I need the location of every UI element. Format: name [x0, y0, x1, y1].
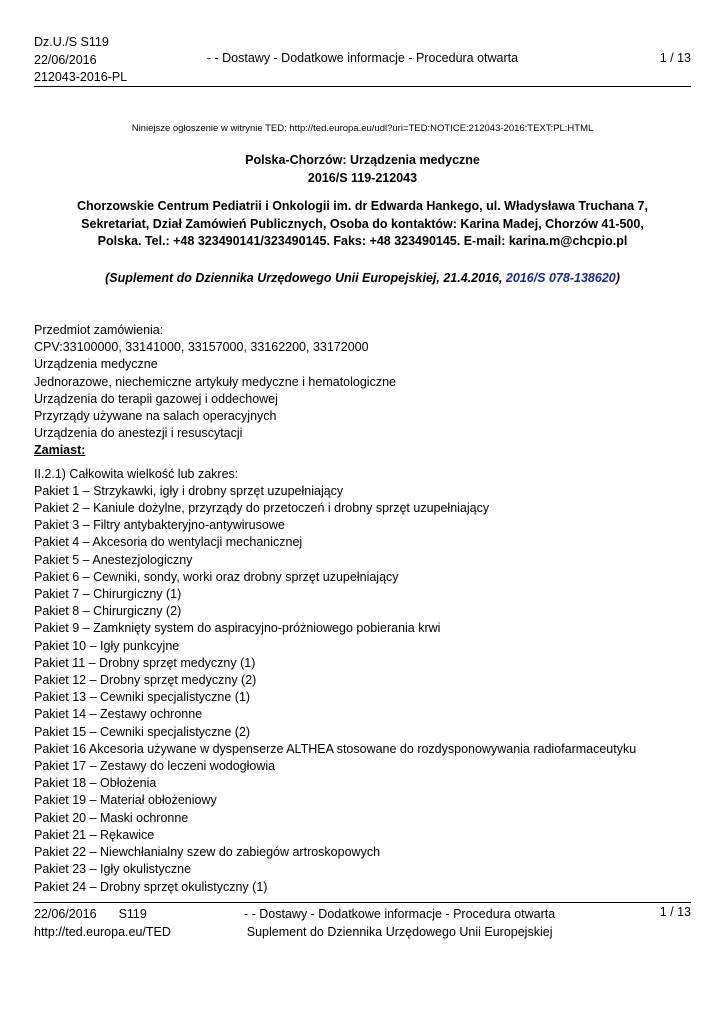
package-item: Pakiet 22 – Niewchłanialny szew do zabiegów artroskopowych [34, 845, 381, 860]
doc-ref: Dz.U./S S119 [34, 35, 109, 49]
supplement-link[interactable]: 2016/S 078-138620 [505, 271, 616, 285]
package-item: Pakiet 15 – Cewniki specjalistyczne (2) [34, 724, 251, 739]
footer-date: 22/06/2016 [34, 907, 97, 921]
package-item: Pakiet 12 – Drobny sprzęt medyczny (2) [34, 673, 257, 688]
notice-id: 212043-2016-PL [34, 70, 128, 84]
package-item: Pakiet 20 – Maski ochronne [34, 810, 189, 825]
title-line-2: 2016/S 119-212043 [307, 171, 418, 185]
package-item: Pakiet 1 – Strzykawki, igły i drobny sprzęt uzupełniający [34, 483, 344, 498]
footer-issue: S119 [118, 907, 147, 921]
subject-item: Przyrządy używane na salach operacyjnych [34, 409, 277, 424]
header-date: 22/06/2016 [34, 52, 97, 67]
cpv-codes: CPV:33100000, 33141000, 33157000, 33162200, 33172000 [34, 340, 369, 355]
footer-divider [34, 902, 691, 903]
header-title: - - Dostawy - Dodatkowe informacje - Procedura otwarta [206, 51, 519, 65]
document-title [0, 151, 725, 187]
section-label: II.2.1) Całkowita wielkość lub zakres: [34, 466, 239, 481]
ted-notice-line: Niniejsze ogłoszenie w witrynie TED: http://ted.europa.eu/udl?uri=TED:NOTICE:212043-2016:TEXT:PL:HTML [131, 123, 594, 134]
package-item: Pakiet 5 – Anestezjologiczny [34, 552, 193, 567]
subject-item: Urządzenia do anestezji i resuscytacji [34, 426, 243, 441]
package-item: Pakiet 16 Akcesoria używane w dyspenserze ALTHEA stosowane do rozdysponowywania radiofarmaceutyku [34, 741, 637, 756]
footer-supplement: Suplement do Dziennika Urzędowego Unii Europejskiej [246, 925, 553, 939]
subject-label: Przedmiot zamówienia: [34, 323, 164, 337]
footer-meta [34, 905, 171, 941]
package-item: Pakiet 6 – Cewniki, sondy, worki oraz drobny sprzęt uzupełniający [34, 569, 399, 584]
footer-page-number: 1 / 13 [659, 905, 691, 919]
header-divider [34, 86, 691, 87]
package-item: Pakiet 13 – Cewniki specjalistyczne (1) [34, 690, 251, 705]
subject-item: Urządzenia do terapii gazowej i oddechowej [34, 391, 278, 406]
package-item: Pakiet 19 – Materiał obłożeniowy [34, 793, 217, 808]
package-item: Pakiet 9 – Zamknięty system do aspiracyjno-próżniowego pobierania krwi [34, 621, 441, 636]
notice-body [34, 322, 636, 896]
footer-title-block [244, 905, 555, 941]
footer-title: - - Dostawy - Dodatkowe informacje - Procedura otwarta [244, 907, 556, 921]
package-item: Pakiet 17 – Zestawy do leczeni wodogłowia [34, 759, 276, 774]
instead-label: Zamiast: [34, 443, 86, 458]
org-line-2: Sekretariat, Dział Zamówień Publicznych, Osoba do kontaktów: Karina Madej, Chorzów 41-500, [81, 216, 644, 231]
package-item: Pakiet 7 – Chirurgiczny (1) [34, 587, 182, 602]
package-item: Pakiet 18 – Obłożenia [34, 776, 157, 791]
package-item: Pakiet 23 – Igły okulistyczne [34, 862, 192, 877]
title-line-1: Polska-Chorzów: Urządzenia medyczne [245, 153, 480, 167]
package-item: Pakiet 14 – Zestawy ochronne [34, 707, 203, 722]
package-item: Pakiet 24 – Drobny sprzęt okulistyczny (1) [34, 879, 268, 894]
subject-item: Jednorazowe, niechemiczne artykuły medyczne i hematologiczne [34, 374, 396, 389]
org-line-3: Polska. Tel.: +48 323490141/323490145. Faks: +48 323490145. E-mail: karina.m@chcpio.pl [97, 234, 628, 248]
contracting-authority [60, 198, 665, 251]
org-line-1: Chorzowskie Centrum Pediatrii i Onkologii im. dr Edwarda Hankego, ul. Władysława Truchana 7, [77, 199, 648, 213]
package-item: Pakiet 4 – Akcesoria do wentylacji mechanicznej [34, 535, 303, 550]
package-item: Pakiet 11 – Drobny sprzęt medyczny (1) [34, 655, 256, 670]
package-item: Pakiet 21 – Rękawice [34, 827, 155, 842]
subject-item: Urządzenia medyczne [34, 357, 158, 372]
supplement-prefix: (Suplement do Dziennika Urzędowego Unii Europejskiej, 21.4.2016, [105, 271, 506, 285]
footer-url: http://ted.europa.eu/TED [34, 925, 171, 939]
header-page-number: 1 / 13 [659, 51, 691, 65]
package-item: Pakiet 2 – Kaniule dożylne, przyrządy do przetoczeń i drobny sprzęt uzupełniający [34, 501, 490, 516]
supplement-suffix: ) [615, 271, 620, 285]
package-item: Pakiet 8 – Chirurgiczny (2) [34, 604, 182, 619]
package-item: Pakiet 10 – Igły punkcyjne [34, 638, 180, 653]
supplement-reference [0, 271, 725, 285]
package-item: Pakiet 3 – Filtry antybakteryjno-antywirusowe [34, 518, 285, 533]
